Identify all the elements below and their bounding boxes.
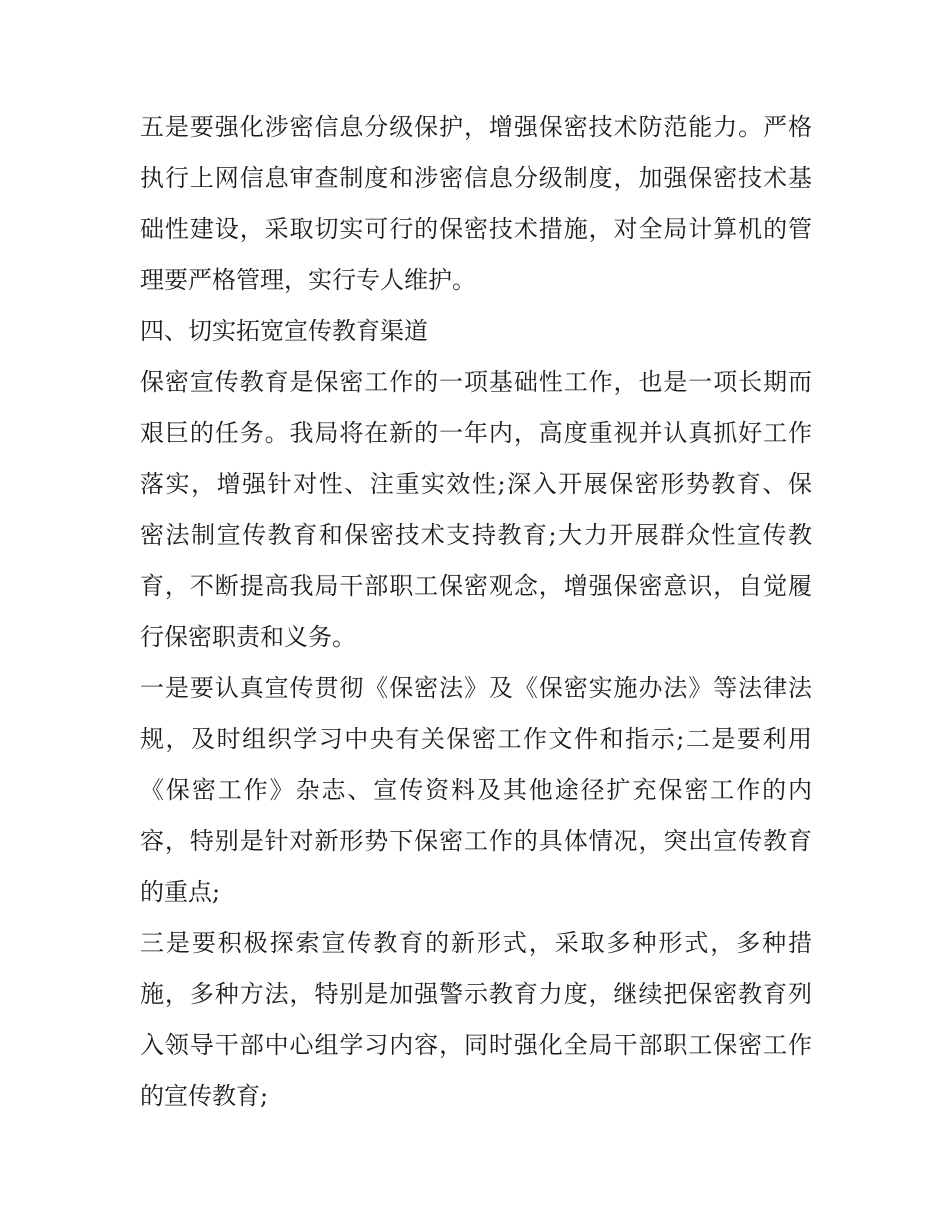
text-line: 容，特别是针对新形势下保密工作的具体情况，突出宣传教育 [140, 827, 812, 855]
section-heading: 四、切实拓宽宣传教育渠道 [140, 317, 428, 345]
text-line: 规，及时组织学习中央有关保密工作文件和指示;二是要利用 [140, 725, 812, 753]
paragraph-level-protection [140, 102, 812, 306]
paragraph-item-one-two [140, 663, 812, 918]
text-line: 落实，增强针对性、注重实效性;深入开展保密形势教育、保 [140, 470, 812, 498]
paragraph-item-three [140, 918, 812, 1122]
text-line: 的宣传教育; [140, 1082, 269, 1110]
text-line: 础性建设，采取切实可行的保密技术措施，对全局计算机的管 [140, 215, 812, 243]
text-line: 施，多种方法，特别是加强警示教育力度，继续把保密教育列 [140, 980, 812, 1008]
text-line: 理要严格管理，实行专人维护。 [140, 266, 476, 294]
text-line: 《保密工作》杂志、宣传资料及其他途径扩充保密工作的内 [140, 776, 812, 804]
text-line: 密法制宣传教育和保密技术支持教育;大力开展群众性宣传教 [140, 521, 812, 549]
text-line: 五是要强化涉密信息分级保护，增强保密技术防范能力。严格 [140, 113, 812, 141]
section-heading-publicity-channels [140, 306, 812, 357]
text-line: 一是要认真宣传贯彻《保密法》及《保密实施办法》等法律法 [140, 674, 812, 702]
paragraph-publicity-education [140, 357, 812, 663]
text-line: 保密宣传教育是保密工作的一项基础性工作，也是一项长期而 [140, 368, 812, 396]
text-line: 执行上网信息审查制度和涉密信息分级制度，加强保密技术基 [140, 164, 812, 192]
text-line: 的重点; [140, 878, 221, 906]
document-body [140, 102, 812, 1122]
text-line: 三是要积极探索宣传教育的新形式，采取多种形式，多种措 [140, 929, 812, 957]
text-line: 育，不断提高我局干部职工保密观念，增强保密意识，自觉履 [140, 572, 812, 600]
text-line: 行保密职责和义务。 [140, 623, 356, 651]
text-line: 入领导干部中心组学习内容，同时强化全局干部职工保密工作 [140, 1031, 812, 1059]
text-line: 艰巨的任务。我局将在新的一年内，高度重视并认真抓好工作 [140, 419, 812, 447]
